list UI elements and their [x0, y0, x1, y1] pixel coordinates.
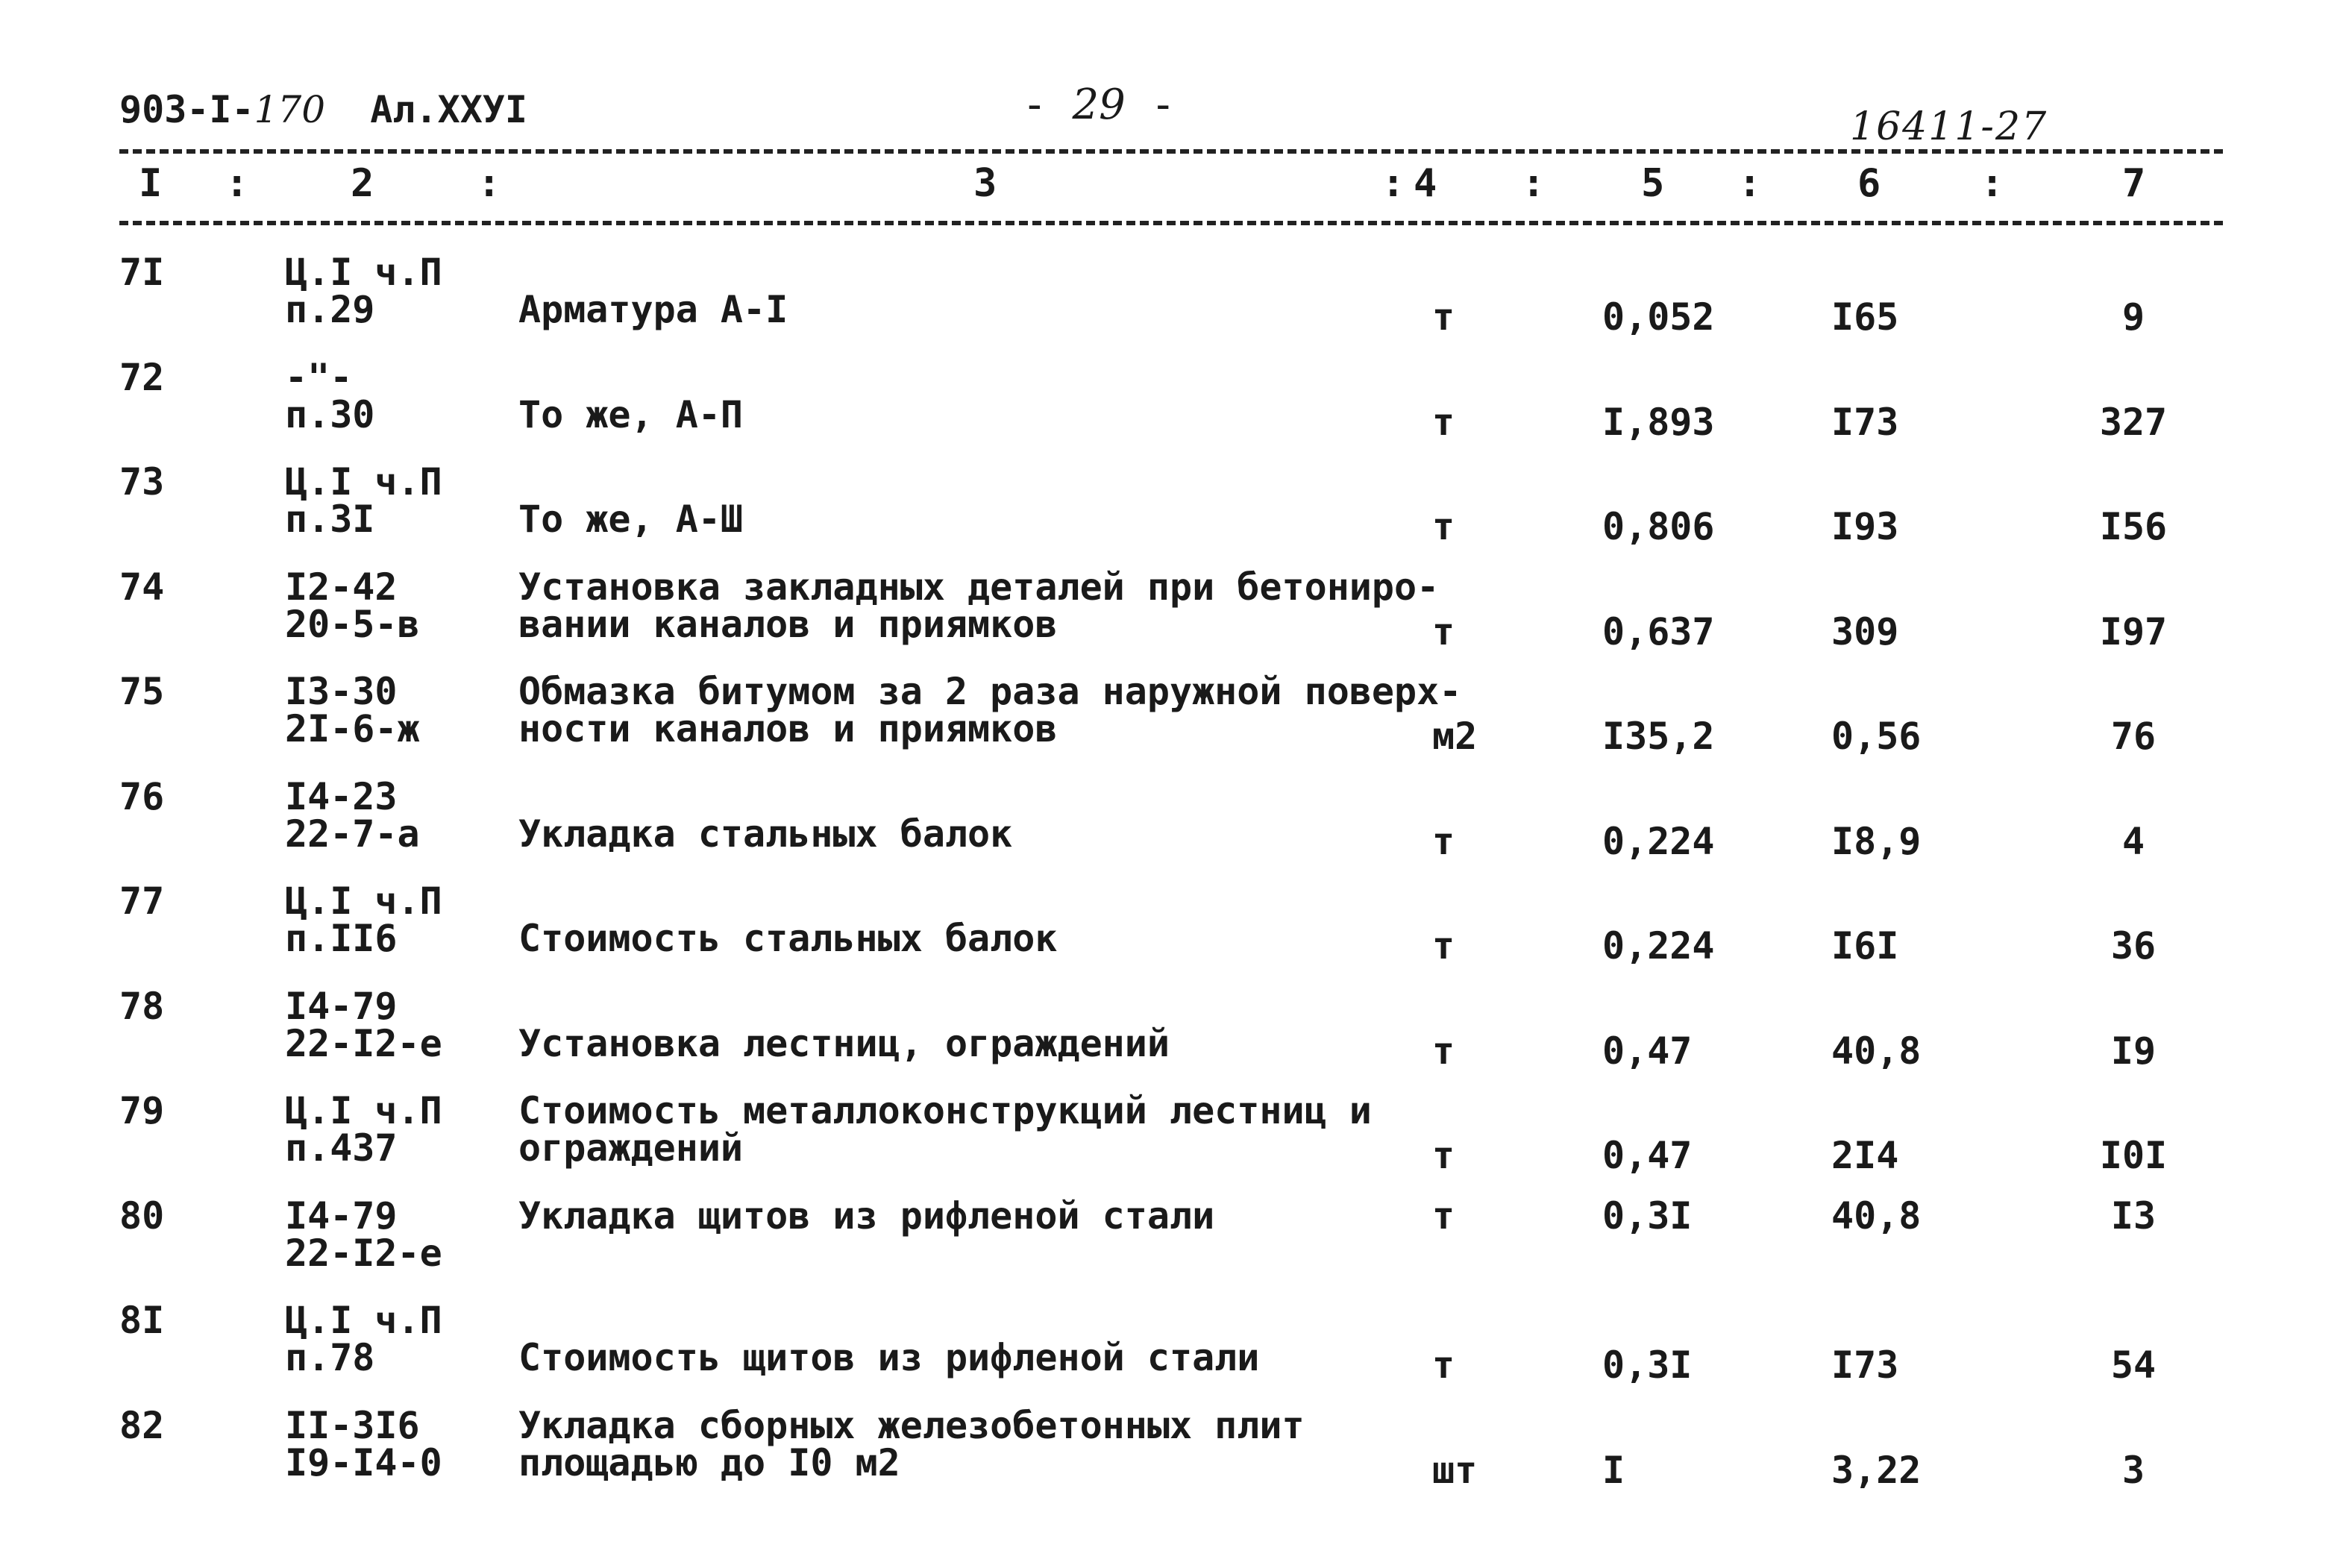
normative-code-line-2: 22-I2-е — [285, 1021, 442, 1065]
row-number: 77 — [119, 879, 165, 923]
normative-code-line-1: Ц.I ч.П — [285, 1089, 442, 1132]
unit-price: 40,8 — [1831, 1029, 1922, 1073]
unit-price: I6I — [1831, 924, 1899, 968]
total-cost: I97 — [2099, 609, 2168, 653]
normative-code-line-1: I4-79 — [285, 1194, 398, 1238]
description-line-2: Арматура А-I — [518, 288, 788, 331]
row-number: 72 — [119, 355, 165, 399]
page-number-value: 29 — [1072, 81, 1126, 129]
quantity: 0,806 — [1602, 505, 1715, 548]
unit-price: 0,56 — [1831, 715, 1922, 758]
table-row — [0, 355, 2343, 463]
row-number: 76 — [119, 774, 165, 818]
unit: т — [1432, 1134, 1455, 1177]
header-top-rule — [119, 149, 2223, 154]
quantity: 0,637 — [1602, 609, 1715, 653]
total-cost: I3 — [2110, 1194, 2157, 1238]
unit: т — [1432, 295, 1455, 339]
quantity: 0,47 — [1602, 1134, 1693, 1177]
unit-price: 309 — [1831, 609, 1899, 653]
normative-code-line-1: I4-23 — [285, 774, 398, 818]
description-line-2: Стоимость стальных балок — [518, 917, 1058, 960]
unit-price: 3,22 — [1831, 1448, 1922, 1492]
table-row — [0, 1089, 2343, 1197]
table-row — [0, 1194, 2343, 1302]
column-separator: : — [1381, 161, 1405, 206]
description-line-1: Укладка щитов из рифленой стали — [518, 1194, 1215, 1238]
description-line-1: Стоимость металлоконструкций лестниц и — [518, 1089, 1372, 1132]
sheet-number: 16411-27 — [1850, 104, 2048, 149]
column-header-5: 5 — [1641, 161, 1665, 206]
table-row — [0, 774, 2343, 882]
unit-price: I73 — [1831, 400, 1899, 444]
header-bottom-rule — [119, 221, 2223, 225]
description-line-2: Установка лестниц, ограждений — [518, 1021, 1170, 1065]
column-header-2: 2 — [351, 161, 374, 206]
normative-code-line-2: 22-7-а — [285, 812, 420, 856]
table-row — [0, 1403, 2343, 1511]
row-number: 74 — [119, 565, 165, 609]
normative-code-line-2: 20-5-в — [285, 602, 420, 646]
table-row — [0, 984, 2343, 1092]
normative-code-line-1: Ц.I ч.П — [285, 1299, 442, 1342]
column-header-1: I — [139, 161, 163, 206]
column-separator: : — [1522, 161, 1546, 206]
total-cost: 9 — [2121, 295, 2145, 339]
total-cost: 54 — [2110, 1343, 2157, 1387]
album-label: Ал.XXУI — [370, 88, 527, 131]
quantity: 0,224 — [1602, 819, 1715, 863]
description-line-2: Укладка стальных балок — [518, 812, 1013, 856]
unit: т — [1432, 1343, 1455, 1387]
total-cost: 76 — [2110, 715, 2157, 758]
total-cost: 327 — [2099, 400, 2168, 444]
description-line-1: Обмазка битумом за 2 раза наружной поверх- — [518, 670, 1462, 713]
total-cost: 36 — [2110, 924, 2157, 968]
column-header-6: 6 — [1857, 161, 1881, 206]
quantity: I35,2 — [1602, 715, 1715, 758]
column-separator: : — [1738, 161, 1762, 206]
document-code-handwritten: 170 — [254, 88, 326, 131]
row-number: 8I — [119, 1299, 165, 1342]
unit: шт — [1432, 1448, 1478, 1492]
description-line-2: То же, А-Ш — [518, 498, 744, 541]
unit-price: I65 — [1831, 295, 1899, 339]
description-line-2: ности каналов и приямков — [518, 707, 1058, 750]
unit: т — [1432, 400, 1455, 444]
unit: т — [1432, 924, 1455, 968]
total-cost: I56 — [2099, 505, 2168, 548]
unit-price: I8,9 — [1831, 819, 1922, 863]
normative-code-line-1: Ц.I ч.П — [285, 460, 442, 504]
normative-code-line-1: I3-30 — [285, 670, 398, 713]
column-separator: : — [1980, 161, 2004, 206]
row-number: 82 — [119, 1403, 165, 1447]
unit: т — [1432, 1029, 1455, 1073]
quantity: 0,3I — [1602, 1343, 1693, 1387]
unit-price: I73 — [1831, 1343, 1899, 1387]
normative-code-line-2: п.II6 — [285, 917, 398, 960]
table-row — [0, 879, 2343, 987]
normative-code-line-2: п.78 — [285, 1336, 375, 1379]
normative-code-line-2: п.3I — [285, 498, 375, 541]
normative-code-line-2: 22-I2-е — [285, 1231, 442, 1275]
description-line-1: Укладка сборных железобетонных плит — [518, 1403, 1305, 1447]
column-header-4: 4 — [1414, 161, 1437, 206]
unit-price: 2I4 — [1831, 1134, 1899, 1177]
row-number: 80 — [119, 1194, 165, 1238]
normative-code-line-2: п.437 — [285, 1126, 398, 1170]
unit-price: I93 — [1831, 505, 1899, 548]
row-number: 75 — [119, 670, 165, 713]
quantity: 0,052 — [1602, 295, 1715, 339]
document-code-prefix: 903-I- — [119, 88, 254, 131]
table-row — [0, 565, 2343, 673]
normative-code-line-2: п.29 — [285, 288, 375, 331]
description-line-1: Установка закладных деталей при бетониро- — [518, 565, 1440, 609]
total-cost: I9 — [2110, 1029, 2157, 1073]
quantity: 0,47 — [1602, 1029, 1693, 1073]
description-line-2: вании каналов и приямков — [518, 602, 1058, 646]
description-line-2: ограждений — [518, 1126, 744, 1170]
document-code — [119, 88, 527, 131]
column-separator: : — [477, 161, 501, 206]
normative-code-line-2: I9-I4-0 — [285, 1440, 442, 1484]
unit: м2 — [1432, 715, 1478, 758]
quantity: 0,3I — [1602, 1194, 1693, 1238]
normative-code-line-2: п.30 — [285, 392, 375, 436]
normative-code-line-2: 2I-6-ж — [285, 707, 420, 750]
row-number: 78 — [119, 984, 165, 1028]
page-number: - 29 - — [1022, 81, 1176, 129]
normative-code-line-1: I2-42 — [285, 565, 398, 609]
table-row — [0, 670, 2343, 777]
column-header-3: 3 — [973, 161, 997, 206]
description-line-2: То же, А-П — [518, 392, 744, 436]
column-separator: : — [225, 161, 249, 206]
normative-code-line-1: II-3I6 — [285, 1403, 420, 1447]
unit: т — [1432, 819, 1455, 863]
normative-code-line-1: I4-79 — [285, 984, 398, 1028]
unit: т — [1432, 609, 1455, 653]
total-cost: 4 — [2121, 819, 2145, 863]
unit: т — [1432, 1194, 1455, 1238]
unit-price: 40,8 — [1831, 1194, 1922, 1238]
quantity: I,893 — [1602, 400, 1715, 444]
row-number: 73 — [119, 460, 165, 504]
normative-code-line-1: -"- — [285, 355, 353, 399]
quantity: 0,224 — [1602, 924, 1715, 968]
table-row — [0, 460, 2343, 568]
normative-code-line-1: Ц.I ч.П — [285, 879, 442, 923]
total-cost: 3 — [2121, 1448, 2145, 1492]
unit: т — [1432, 505, 1455, 548]
column-header-7: 7 — [2122, 161, 2146, 206]
row-number: 7I — [119, 251, 165, 294]
quantity: I — [1602, 1448, 1625, 1492]
normative-code-line-1: Ц.I ч.П — [285, 251, 442, 294]
description-line-2: площадью до I0 м2 — [518, 1440, 900, 1484]
description-line-2: Стоимость щитов из рифленой стали — [518, 1336, 1260, 1379]
total-cost: I0I — [2099, 1134, 2168, 1177]
row-number: 79 — [119, 1089, 165, 1132]
table-row — [0, 251, 2343, 358]
table-row — [0, 1299, 2343, 1406]
